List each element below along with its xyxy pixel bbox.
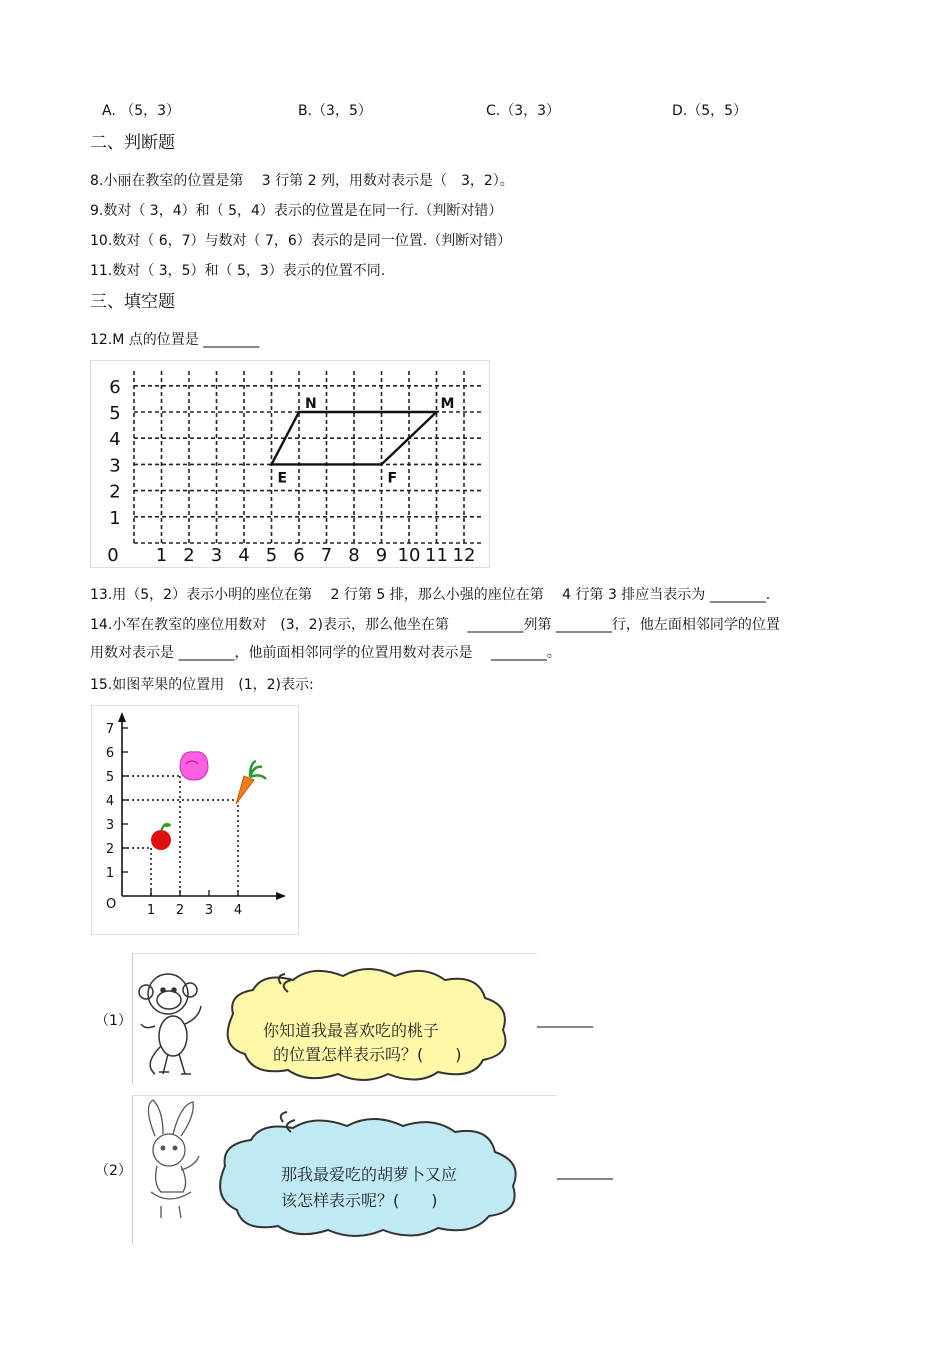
- apple-icon: [151, 823, 171, 850]
- peach-icon: [180, 752, 208, 780]
- monkey-panel: [132, 953, 537, 1084]
- x-tick-label: 3: [204, 903, 214, 918]
- question-12: 12.M 点的位置是 ________: [90, 332, 260, 348]
- question-11: 11.数对（ 3，5）和（ 5，3）表示的位置不同.: [90, 263, 386, 279]
- sub-question-2-blank: ________: [557, 1164, 613, 1180]
- monkey-illustration: [133, 954, 537, 1084]
- fruit-svg: [92, 706, 298, 934]
- y-axis-arrow: [118, 712, 126, 722]
- question-9: 9.数对（ 3，4）和（ 5，4）表示的位置是在同一行.（判断对错）: [90, 203, 503, 219]
- sub-question-1-label: （1）: [95, 1013, 132, 1029]
- x-tick-label: 3: [210, 545, 223, 566]
- option-d: D.（5，5）: [672, 103, 748, 119]
- x-tick-label: 4: [238, 545, 250, 566]
- x-tick-label: 12: [452, 545, 476, 566]
- rabbit-illustration: [133, 1096, 557, 1244]
- point-label-N: N: [305, 396, 317, 412]
- option-a: A. （5，3）: [102, 103, 181, 119]
- monkey-icon: [139, 974, 201, 1074]
- option-c: C.（3，3）: [486, 103, 561, 119]
- x-tick-label: 6: [293, 545, 305, 566]
- bubble-2-line2: 该怎样表示呢？( ): [281, 1191, 438, 1210]
- origin-label: O: [106, 897, 117, 912]
- y-tick-label: 4: [109, 429, 121, 451]
- carrot-icon: [236, 761, 266, 804]
- y-tick-label: 2: [105, 842, 115, 857]
- section-judgement-title: 二、判断题: [90, 133, 175, 153]
- y-tick-label: 6: [109, 376, 121, 398]
- bubble-1-line1: 你知道我最喜欢吃的桃子: [263, 1021, 440, 1040]
- x-tick-label: 10: [397, 545, 421, 566]
- y-tick-label: 1: [105, 866, 115, 881]
- x-tick-label: 0: [107, 545, 119, 566]
- y-tick-label: 5: [109, 403, 121, 424]
- y-tick-label: 7: [105, 722, 115, 737]
- x-tick-label: 1: [146, 903, 156, 918]
- x-tick-label: 8: [348, 545, 360, 566]
- y-tick-label: 6: [105, 746, 115, 761]
- x-tick-label: 9: [375, 545, 388, 566]
- point-label-E: E: [277, 470, 288, 487]
- option-b: B.（3，5）: [298, 103, 372, 119]
- question-14-line1: 14.小军在教室的座位用数对 (3，2)表示，那么他坐在第 ________列第 ________行，他左面相邻同学的位置: [90, 617, 780, 633]
- y-tick-label: 1: [109, 507, 121, 529]
- x-tick-label: 5: [265, 545, 278, 566]
- fruit-coordinate-figure: [91, 705, 299, 935]
- x-tick-label: 7: [320, 545, 333, 566]
- sub-question-1-blank: ________: [537, 1012, 593, 1028]
- question-10: 10.数对（ 6，7）与数对（ 7，6）表示的是同一位置.（判断对错）: [90, 233, 512, 249]
- x-tick-label: 1: [155, 545, 168, 566]
- x-tick-label: 4: [233, 903, 243, 918]
- y-tick-label: 4: [105, 794, 115, 809]
- section-fill-title: 三、填空题: [90, 292, 175, 312]
- y-tick-label: 2: [109, 481, 121, 503]
- point-label-F: F: [387, 470, 398, 487]
- x-tick-label: 11: [425, 545, 448, 566]
- x-axis-arrow: [276, 892, 286, 900]
- grid-svg: [91, 361, 489, 567]
- sub-question-2-label: （2）: [95, 1163, 132, 1179]
- y-tick-label: 5: [105, 770, 115, 785]
- bubble-2-line1: 那我最爱吃的胡萝卜又应: [281, 1165, 458, 1184]
- rabbit-panel: [132, 1095, 557, 1244]
- point-label-M: M: [440, 396, 455, 412]
- y-tick-label: 3: [109, 455, 121, 477]
- grid-figure: [90, 360, 490, 568]
- y-tick-label: 3: [105, 818, 115, 833]
- bubble-1-line2: 的位置怎样表示吗？( ): [273, 1045, 462, 1064]
- question-15: 15.如图苹果的位置用 (1，2)表示:: [90, 677, 314, 693]
- x-tick-label: 2: [183, 545, 195, 566]
- question-13: 13.用（5，2）表示小明的座位在第 2 行第 5 排，那么小强的座位在第 4 行第 3 排应当表示为 ________.: [90, 587, 771, 603]
- question-14-line2: 用数对表示是 ________，他前面相邻同学的位置用数对表示是 ________。: [90, 645, 561, 661]
- rabbit-icon: [148, 1100, 199, 1218]
- question-8: 8.小丽在教室的位置是第 3 行第 2 列，用数对表示是（ 3，2）。: [90, 173, 514, 189]
- x-tick-label: 2: [175, 903, 185, 918]
